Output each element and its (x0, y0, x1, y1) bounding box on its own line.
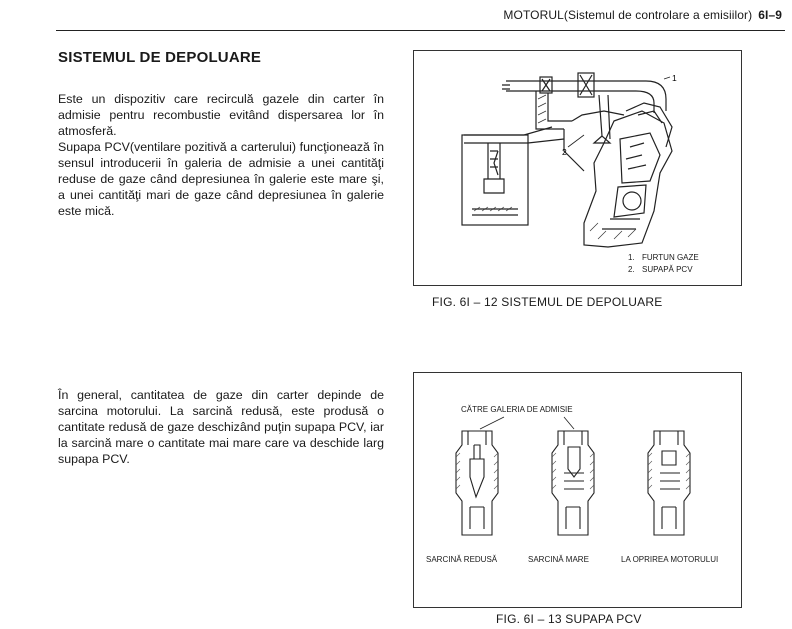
paragraph-line-1: Este un dispozitiv care recirculă gazele din carter în admisie pentru recombustie evitând dispersarea lor în atmosferă. (58, 92, 384, 138)
pcv-system-illustration (414, 51, 741, 285)
header-title: MOTORUL(Sistemul de controlare a emisiilor) (503, 8, 753, 22)
legend-item: 1. FURTUN GAZE (628, 253, 699, 262)
figure-1-caption: FIG. 6I – 12 SISTEMUL DE DEPOLUARE (432, 295, 663, 309)
section-title: SISTEMUL DE DEPOLUARE (58, 49, 262, 66)
label-engine-stopped: LA OPRIREA MOTORULUI (621, 555, 719, 564)
page-number: 6I–9 (758, 8, 782, 22)
paragraph-load (58, 387, 384, 467)
figure-pcv-valve (413, 372, 742, 608)
figure-2-caption: FIG. 6I – 13 SUPAPA PCV (496, 612, 642, 626)
label-reduced-load: SARCINĂ REDUSĂ (426, 555, 498, 564)
label-to-intake: CĂTRE GALERIA DE ADMISIE (461, 405, 573, 414)
label-high-load: SARCINĂ MARE (528, 555, 589, 564)
running-header (0, 8, 782, 30)
figure-pcv-system (413, 50, 742, 286)
header-rule (56, 30, 785, 31)
paragraph-line-2: Supapa PCV(ventilare pozitivă a carterului) funcţionează în sensul introducerii în galeria de admisie a unei cantităţi reduse de gaze când depresiunea în galerie este mare şi, a unei cantităţi mari de gaze când depresiunea în galerie este mică. (58, 140, 384, 218)
paragraph-description (58, 91, 384, 219)
callout-1: 1 (672, 73, 677, 83)
callout-2: 2 (562, 147, 567, 157)
paragraph-load-text: În general, cantitatea de gaze din carter depinde de sarcina motorului. La sarcină redusă, este produsă o cantitate redusă de gaze deschizând puţin supapa PCV, iar la sarcină mare o cantitate mai mare care va deschide larg supapa PCV. (58, 388, 384, 466)
legend-item: 2. SUPAPĂ PCV (628, 265, 693, 274)
figure-legend (628, 252, 699, 276)
